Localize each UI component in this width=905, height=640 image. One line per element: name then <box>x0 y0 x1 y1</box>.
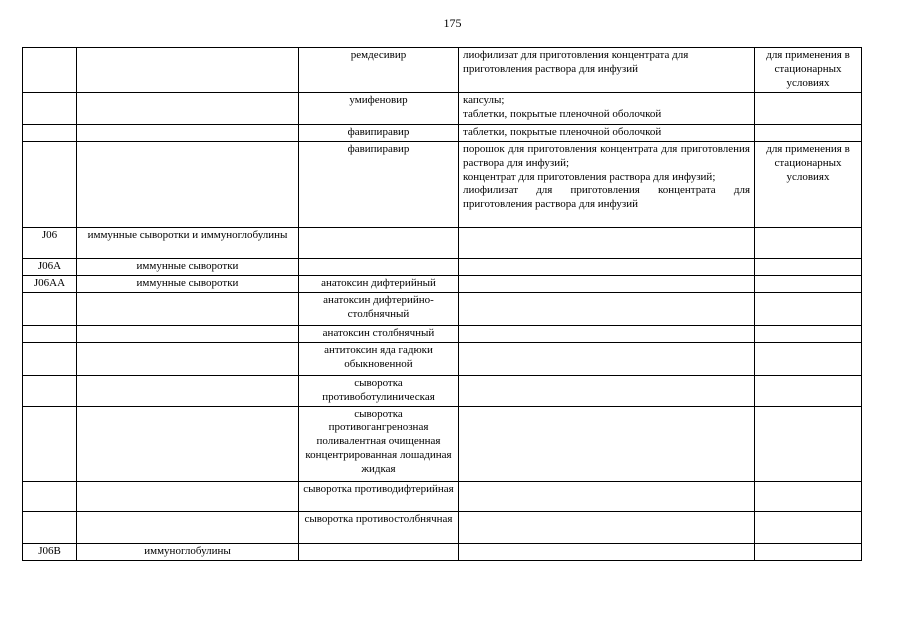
drug-name-cell <box>299 259 459 276</box>
dosage-form-cell <box>459 293 755 326</box>
note-cell <box>755 543 862 560</box>
note-cell <box>755 326 862 343</box>
atc-code-cell: J06AA <box>23 276 77 293</box>
page-number: 175 <box>443 16 462 30</box>
note-cell: для применения в стационарных условиях <box>755 142 862 228</box>
group-name-cell <box>77 142 299 228</box>
atc-code-cell: J06 <box>23 228 77 259</box>
dosage-form-cell <box>459 376 755 407</box>
table-row <box>23 293 862 326</box>
dosage-form-item: концентрат для приготовления раствора для инфузий; <box>463 170 716 183</box>
note-cell <box>755 259 862 276</box>
dosage-form-item: таблетки, покрытые пленочной оболочкой <box>463 107 662 120</box>
dosage-form-item: капсулы; <box>463 94 505 106</box>
table-row <box>23 93 862 125</box>
table-row <box>23 481 862 511</box>
group-name-cell <box>77 93 299 125</box>
note-cell <box>755 228 862 259</box>
drug-name-cell: фавипиравир <box>299 142 459 228</box>
atc-code-cell <box>23 511 77 543</box>
atc-code-cell <box>23 481 77 511</box>
dosage-form-cell <box>459 93 755 125</box>
table-row <box>23 276 862 293</box>
dosage-form-item: лиофилизат для приготовления концентрата для приготовления раствора для инфузий <box>463 49 689 75</box>
dosage-form-cell <box>459 511 755 543</box>
group-name-cell <box>77 48 299 93</box>
note-cell <box>755 93 862 125</box>
drug-name-cell: сыворотка противоботулиническая <box>299 376 459 407</box>
note-cell <box>755 511 862 543</box>
dosage-form-cell <box>459 326 755 343</box>
note-cell: для применения в стационарных условиях <box>755 48 862 93</box>
dosage-form-cell <box>459 481 755 511</box>
note-cell <box>755 276 862 293</box>
atc-code-cell <box>23 343 77 376</box>
group-name-cell <box>77 343 299 376</box>
drug-name-cell: анатоксин дифтерийный <box>299 276 459 293</box>
table-row <box>23 142 862 228</box>
table-row <box>23 125 862 142</box>
atc-code-cell: J06A <box>23 259 77 276</box>
group-name-cell: иммуноглобулины <box>77 543 299 560</box>
group-name-cell <box>77 511 299 543</box>
dosage-form-cell <box>459 343 755 376</box>
atc-code-cell <box>23 125 77 142</box>
group-name-cell <box>77 293 299 326</box>
group-name-cell <box>77 125 299 142</box>
table-row <box>23 326 862 343</box>
drug-table <box>22 47 862 561</box>
group-name-cell: иммунные сыворотки и иммуноглобулины <box>77 228 299 259</box>
atc-code-cell: J06B <box>23 543 77 560</box>
dosage-form-item: порошок для приготовления концентрата для приготовления раствора для инфузий; <box>463 143 750 169</box>
drug-name-cell: фавипиравир <box>299 125 459 142</box>
drug-name-cell: ремдесивир <box>299 48 459 93</box>
dosage-form-cell <box>459 48 755 93</box>
dosage-form-item: лиофилизат для приготовления концентрата для приготовления раствора для инфузий <box>463 184 750 210</box>
drug-name-cell: сыворотка противодифтерийная <box>299 481 459 511</box>
table-row <box>23 343 862 376</box>
note-cell <box>755 125 862 142</box>
dosage-form-cell <box>459 259 755 276</box>
note-cell <box>755 406 862 481</box>
table-row <box>23 48 862 93</box>
drug-name-cell: антитоксин яда гадюки обыкновенной <box>299 343 459 376</box>
dosage-form-cell <box>459 142 755 228</box>
group-name-cell <box>77 376 299 407</box>
group-name-cell <box>77 481 299 511</box>
dosage-form-item: таблетки, покрытые пленочной оболочкой <box>463 126 662 138</box>
dosage-form-cell <box>459 276 755 293</box>
atc-code-cell <box>23 406 77 481</box>
table-row <box>23 228 862 259</box>
drug-table-body <box>23 48 862 561</box>
drug-name-cell: анатоксин дифтерийно-столбнячный <box>299 293 459 326</box>
drug-name-cell: анатоксин столбнячный <box>299 326 459 343</box>
table-row <box>23 259 862 276</box>
atc-code-cell <box>23 48 77 93</box>
drug-name-cell: сыворотка противогангренозная поливалентная очищенная концентрированная лошадиная жидкая <box>299 406 459 481</box>
table-row <box>23 406 862 481</box>
dosage-form-cell <box>459 228 755 259</box>
group-name-cell <box>77 406 299 481</box>
drug-name-cell <box>299 543 459 560</box>
dosage-form-cell <box>459 406 755 481</box>
group-name-cell: иммунные сыворотки <box>77 276 299 293</box>
note-cell <box>755 343 862 376</box>
atc-code-cell <box>23 93 77 125</box>
dosage-form-cell <box>459 543 755 560</box>
note-cell <box>755 293 862 326</box>
table-row <box>23 376 862 407</box>
atc-code-cell <box>23 326 77 343</box>
drug-name-cell: сыворотка противостолбнячная <box>299 511 459 543</box>
drug-name-cell <box>299 228 459 259</box>
atc-code-cell <box>23 142 77 228</box>
dosage-form-cell <box>459 125 755 142</box>
note-cell <box>755 481 862 511</box>
drug-name-cell: умифеновир <box>299 93 459 125</box>
group-name-cell: иммунные сыворотки <box>77 259 299 276</box>
atc-code-cell <box>23 293 77 326</box>
group-name-cell <box>77 326 299 343</box>
note-cell <box>755 376 862 407</box>
table-row <box>23 511 862 543</box>
atc-code-cell <box>23 376 77 407</box>
table-row <box>23 543 862 560</box>
